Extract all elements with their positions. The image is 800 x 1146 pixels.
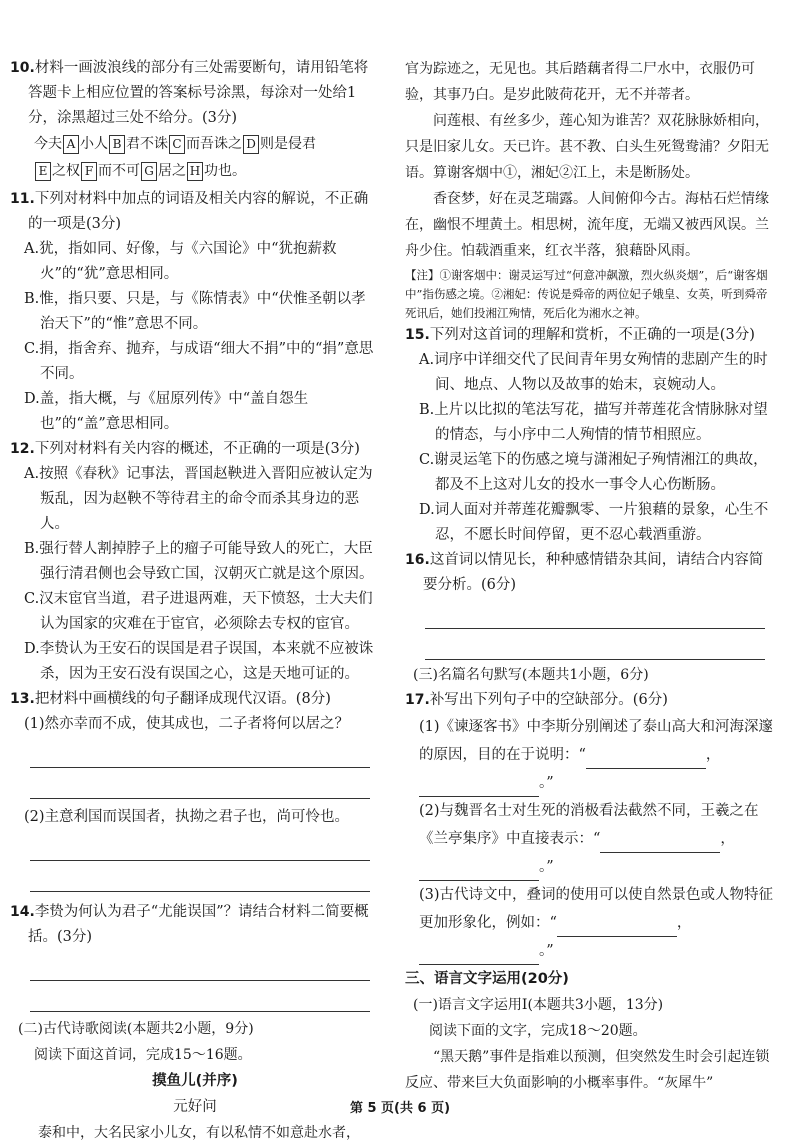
q10-seg: 今夫 xyxy=(34,136,62,152)
q10-box-b[interactable]: B xyxy=(109,135,125,154)
q11-number: 11. xyxy=(10,191,35,207)
q17-number: 17. xyxy=(405,692,430,708)
q11-text: 下列对材料中加点的词语及相关内容的解说，不正确的一项是(3分) xyxy=(28,191,369,232)
q10-box-d[interactable]: D xyxy=(243,135,259,154)
q10-box-f[interactable]: F xyxy=(81,162,97,181)
answer-line[interactable] xyxy=(30,981,370,1012)
q15-option-a: A.词序中详细交代了民间青年男女殉情的悲剧产生的时间、地点、人物以及故事的始末，哀婉动人。 xyxy=(419,352,768,393)
poem-stanza-1: 问莲根、有丝多少，莲心知为谁苦？双花脉脉娇相向，只是旧家儿女。天已许。甚不教、白头生死鸳鸯浦？夕阳无语。算谢客烟中①，湘妃②江上，未是断肠处。 xyxy=(405,113,769,181)
q12-option-a: A.按照《春秋》记事法，晋国赵鞅进入晋阳应被认定为叛乱，因为赵鞅不等待君主的命令而杀其身边的恶人。 xyxy=(24,466,373,532)
answer-line[interactable] xyxy=(30,830,370,861)
q13-number: 13. xyxy=(10,691,35,707)
fill-blank[interactable] xyxy=(600,836,720,853)
q10-number: 10. xyxy=(10,60,35,76)
q17-text: 补写出下列句子中的空缺部分。(6分) xyxy=(429,692,668,708)
q17-item-1-text: (1)《谏逐客书》中李斯分别阐述了泰山高大和河海深邃的原因，目的在于说明：“ xyxy=(419,719,774,763)
q14 xyxy=(10,900,380,950)
fill-blank[interactable] xyxy=(586,752,706,769)
q10-seg: 功也。 xyxy=(204,163,246,179)
q11-option-c: C.捐，指舍弃、抛弃，与成语“细大不捐”中的“捐”意思不同。 xyxy=(24,341,374,382)
q17-item-2-text: (2)与魏晋名士对生死的消极看法截然不同，王羲之在《兰亭集序》中直接表示：“ xyxy=(419,803,759,847)
answer-line[interactable] xyxy=(30,768,370,799)
q17-punct: ， xyxy=(720,831,735,847)
q10 xyxy=(10,56,380,131)
right-column xyxy=(405,56,775,1096)
q12-option-b: B.强行替人割掉脖子上的瘤子可能导致人的死亡，大臣强行清君侧也会导致亡国，汉朝灭亡就是这个原因。 xyxy=(24,541,374,582)
q17-item-3 xyxy=(405,881,775,965)
q17-punct: ， xyxy=(705,747,721,763)
q15 xyxy=(405,323,775,348)
poem-preface-start: 泰和中，大名民家小儿女，有以私情不如意赴水者， xyxy=(38,1125,360,1141)
left-column xyxy=(10,56,380,1146)
q17 xyxy=(405,688,775,713)
q13-sentence-2: (2)主意利国而误国者，执拗之君子也，尚可怜也。 xyxy=(24,809,350,825)
q12 xyxy=(10,437,380,462)
q13-sentence-1: (1)然亦幸而不成，使其成也，二子者将何以居之？ xyxy=(24,716,350,732)
q17-punct: 。” xyxy=(539,859,554,875)
q13-text: 把材料中画横线的句子翻译成现代汉语。(8分) xyxy=(34,691,331,707)
q16-text: 这首词以情见长，种种感情错杂其间，请结合内容简要分析。(6分) xyxy=(423,552,764,593)
q10-box-e[interactable]: E xyxy=(35,162,51,181)
q12-option-c: C.汉末宦官当道，君子进退两难，天下愤怒，士大夫们认为国家的灾难在于宦官，必须除去专权的宦官。 xyxy=(24,591,373,632)
section-recitation-heading: (三)名篇名句默写(本题共1小题，6分) xyxy=(413,667,649,683)
q10-text: 材料一画波浪线的部分有三处需要断句，请用铅笔将答题卡上相应位置的答案标号涂黑，每涂对一处给1分，涂黑超过三处不给分。(3分) xyxy=(28,60,369,126)
subsection-1-intro: 阅读下面的文字，完成18～20题。 xyxy=(429,1023,647,1039)
q15-number: 15. xyxy=(405,327,430,343)
q11 xyxy=(10,187,380,237)
q17-item-3-text: (3)古代诗文中，叠词的使用可以使自然景色或人物特征更加形象化，例如：“ xyxy=(419,887,774,931)
poem-preface-cont: 官为踪迹之，无见也。其后踏藕者得二尸水中，衣服仍可验，其事乃白。是岁此陂荷花开，无不并蒂者。 xyxy=(405,61,755,103)
subsection-1-heading: (一)语言文字运用Ⅰ(本题共3小题，13分) xyxy=(413,997,664,1013)
q10-passage xyxy=(10,131,380,185)
q15-option-c: C.谢灵运笔下的伤感之境与潇湘妃子殉情湘江的典故，都及不上这对儿女的投水一事令人心伤断肠。 xyxy=(419,452,768,493)
q12-number: 12. xyxy=(10,441,35,457)
q11-option-d: D.盖，指大概，与《屈原列传》中“盖自怨生也”的“盖”意思相同。 xyxy=(24,391,309,432)
page-footer: 第 5 页(共 6 页) xyxy=(349,1101,451,1116)
fill-blank[interactable] xyxy=(557,920,677,937)
q16 xyxy=(405,548,775,598)
fill-blank[interactable] xyxy=(419,948,539,965)
q10-seg: 居之 xyxy=(158,163,186,179)
answer-line[interactable] xyxy=(425,629,765,660)
q10-seg: 之权 xyxy=(52,163,80,179)
q10-seg: 小人 xyxy=(80,136,108,152)
fill-blank[interactable] xyxy=(419,864,539,881)
answer-line[interactable] xyxy=(30,950,370,981)
q11-option-a: A.犹，指如同、好像，与《六国论》中“犹抱薪救火”的“犹”意思相同。 xyxy=(24,241,337,282)
q10-box-h[interactable]: H xyxy=(187,162,203,181)
q17-item-1 xyxy=(405,713,775,797)
poem-stanza-2: 香奁梦，好在灵芝瑞露。人间俯仰今古。海枯石烂情缘在，幽恨不埋黄土。相思树，流年度，无端又被西风误。兰舟少住。怕载酒重来，红衣半落，狼藉卧风雨。 xyxy=(405,191,769,259)
q14-text: 李贽为何认为君子“尤能误国”？请结合材料二简要概括。(3分) xyxy=(28,904,369,945)
q10-seg: 君不诛 xyxy=(126,136,168,152)
q15-option-d: D.词人面对并蒂莲花瓣飘零、一片狼藉的景象，心生不忍，不愿长时间停留，更不忍心载酒重游。 xyxy=(419,502,769,543)
fill-blank[interactable] xyxy=(419,780,539,797)
q14-number: 14. xyxy=(10,904,35,920)
passage-text: “黑天鹅”事件是指难以预测，但突然发生时会引起连锁反应、带来巨大负面影响的小概率事件。“灰犀牛” xyxy=(405,1049,770,1091)
q15-option-b: B.上片以比拟的笔法写花，描写并蒂莲花含情脉脉对望的情态，与小序中二人殉情的情节相照应。 xyxy=(419,402,768,443)
q17-punct: ， xyxy=(676,915,692,931)
q12-text: 下列对材料有关内容的概述，不正确的一项是(3分) xyxy=(34,441,360,457)
poem-notes: 【注】①谢客烟中：谢灵运写过“何意冲飙激，烈火纵炎烟”，后“谢客烟中”指伤感之境。②湘妃：传说是舜帝的两位妃子娥皇、女英，听到舜帝死讯后，她们投湘江殉情，死后化为湘水之神。 xyxy=(405,268,768,320)
q11-option-b: B.惟，指只要、只是，与《陈情表》中“伏惟圣朝以孝治天下”的“惟”意思不同。 xyxy=(24,291,366,332)
answer-line[interactable] xyxy=(425,598,765,629)
q15-text: 下列对这首词的理解和赏析，不正确的一项是(3分) xyxy=(429,327,755,343)
q10-seg: 而吾诛之 xyxy=(186,136,242,152)
answer-line[interactable] xyxy=(30,737,370,768)
q17-punct: 。” xyxy=(539,943,554,959)
q10-seg: 则是侵君 xyxy=(260,136,316,152)
q10-box-a[interactable]: A xyxy=(63,135,79,154)
q12-option-d: D.李贽认为王安石的误国是君子误国，本来就不应被诛杀，因为王安石没有误国之心，这是天地可证的。 xyxy=(24,641,374,682)
poem-author: 元好问 xyxy=(173,1099,217,1115)
q17-punct: 。” xyxy=(539,775,554,791)
q10-seg: 而不可 xyxy=(98,163,140,179)
q17-item-2 xyxy=(405,797,775,881)
section-poetry-heading: (二)古代诗歌阅读(本题共2小题，9分) xyxy=(18,1021,254,1037)
q10-box-c[interactable]: C xyxy=(169,135,185,154)
answer-line[interactable] xyxy=(30,861,370,892)
q10-box-g[interactable]: G xyxy=(141,162,157,181)
poem-title: 摸鱼儿(并序) xyxy=(152,1073,238,1089)
section-poetry-intro: 阅读下面这首词，完成15～16题。 xyxy=(34,1047,252,1063)
part-3-heading: 三、语言文字运用(20分) xyxy=(405,971,569,987)
q16-number: 16. xyxy=(405,552,430,568)
q13 xyxy=(10,687,380,712)
